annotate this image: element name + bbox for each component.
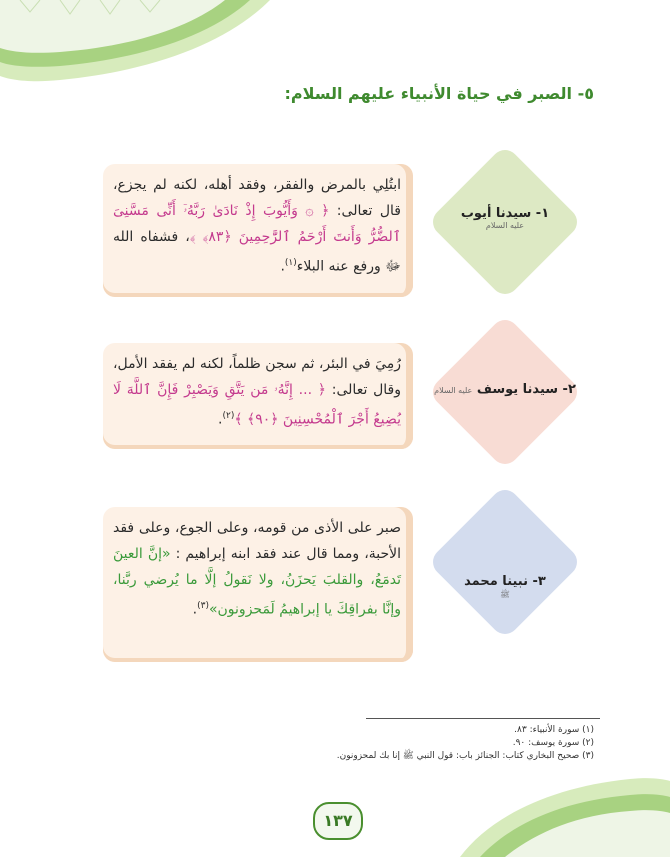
prophet-name: ٣- نبينا محمد [464, 574, 546, 589]
footnote-1: (١) سورة الأنبياء: ٨٣. [514, 725, 594, 735]
card-text: ابتُلِي بالمرض والفقر، وفقد أهله، لكنه لم يجزع، قال تعالى: [113, 177, 401, 219]
prophet-label-muhammad [430, 574, 580, 601]
prophet-name: ٢- سيدنا يوسف [476, 382, 576, 397]
page-number: ١٣٧ [313, 802, 363, 840]
corner-ornament-bottom [460, 767, 670, 857]
prophet-label-yusuf [430, 381, 580, 400]
honorific: عليه السلام [485, 221, 525, 230]
footnote-3: (٣) صحيح البخاري كتاب: الجنائز باب: قول النبي ﷺ إنا بك لمحزونون. [336, 751, 594, 761]
sentence-end: . [218, 411, 223, 428]
prophet-card-ayyub [103, 164, 413, 297]
hadith-quote: «إنَّ العينَ تَدمَعُ، والقلبَ يَحزَنُ، ولا نَقولُ إلَّا ما يُرضي ربَّنا، وإنَّا بفراقِكَ يا إبراهيمُ لَمَحزونون» [113, 546, 401, 618]
sentence-end: . [280, 258, 285, 275]
footnotes [337, 724, 594, 763]
card-text: رُمِيَ في البئر، ثم سجن ظلماً، لكنه لم يفقد الأمل، وقال تعالى: [113, 356, 402, 398]
footnote-2: (٢) سورة يوسف: ٩٠. [512, 738, 594, 748]
footnote-ref: (٢) [222, 411, 235, 421]
quran-quote: ﴿ ... إِنَّهُۥ مَن يَتَّقِ وَيَصْبِرْ فَإِنَّ ٱللَّهَ لَا يُضِيعُ أَجْرَ ٱلْمُحْسِنِينَ ﴿٩٠﴾ ﴾ [113, 382, 401, 428]
diamond-muhammad [427, 484, 583, 640]
prophet-label-ayyub [430, 206, 580, 230]
footnote-ref: (١) [284, 258, 297, 268]
quran-quote: ﴿ ۞ وَأَيُّوبَ إِذْ نَادَىٰ رَبَّهُۥٓ أَنِّى مَسَّنِىَ ٱلضُّرُّ وَأَنتَ أَرْحَمُ ٱلرَّٰحِمِينَ ﴿٨٣﴾ ﴾ [113, 203, 401, 245]
footnote-ref: (٣) [197, 601, 209, 611]
honorific: عليه السلام [434, 386, 473, 395]
prophet-card-muhammad [103, 507, 413, 662]
sentence-end: . [192, 601, 198, 618]
honorific: ﷺ [500, 590, 510, 599]
footnote-divider [366, 718, 600, 719]
card-text-after: ، فشفاه الله ﷻ ورفع عنه البلاء [113, 229, 401, 275]
section-heading: ٥- الصبر في حياة الأنبياء عليهم السلام: [284, 84, 594, 103]
corner-ornament-top [0, 0, 270, 90]
card-text: صبر على الأذى من قومه، وعلى الجوع، وعلى فقد الأحبة، ومما قال عند فقد ابنه إبراهيم : [113, 520, 401, 562]
prophet-card-yusuf [103, 343, 413, 449]
prophet-name: ١- سيدنا أيوب [460, 206, 550, 221]
